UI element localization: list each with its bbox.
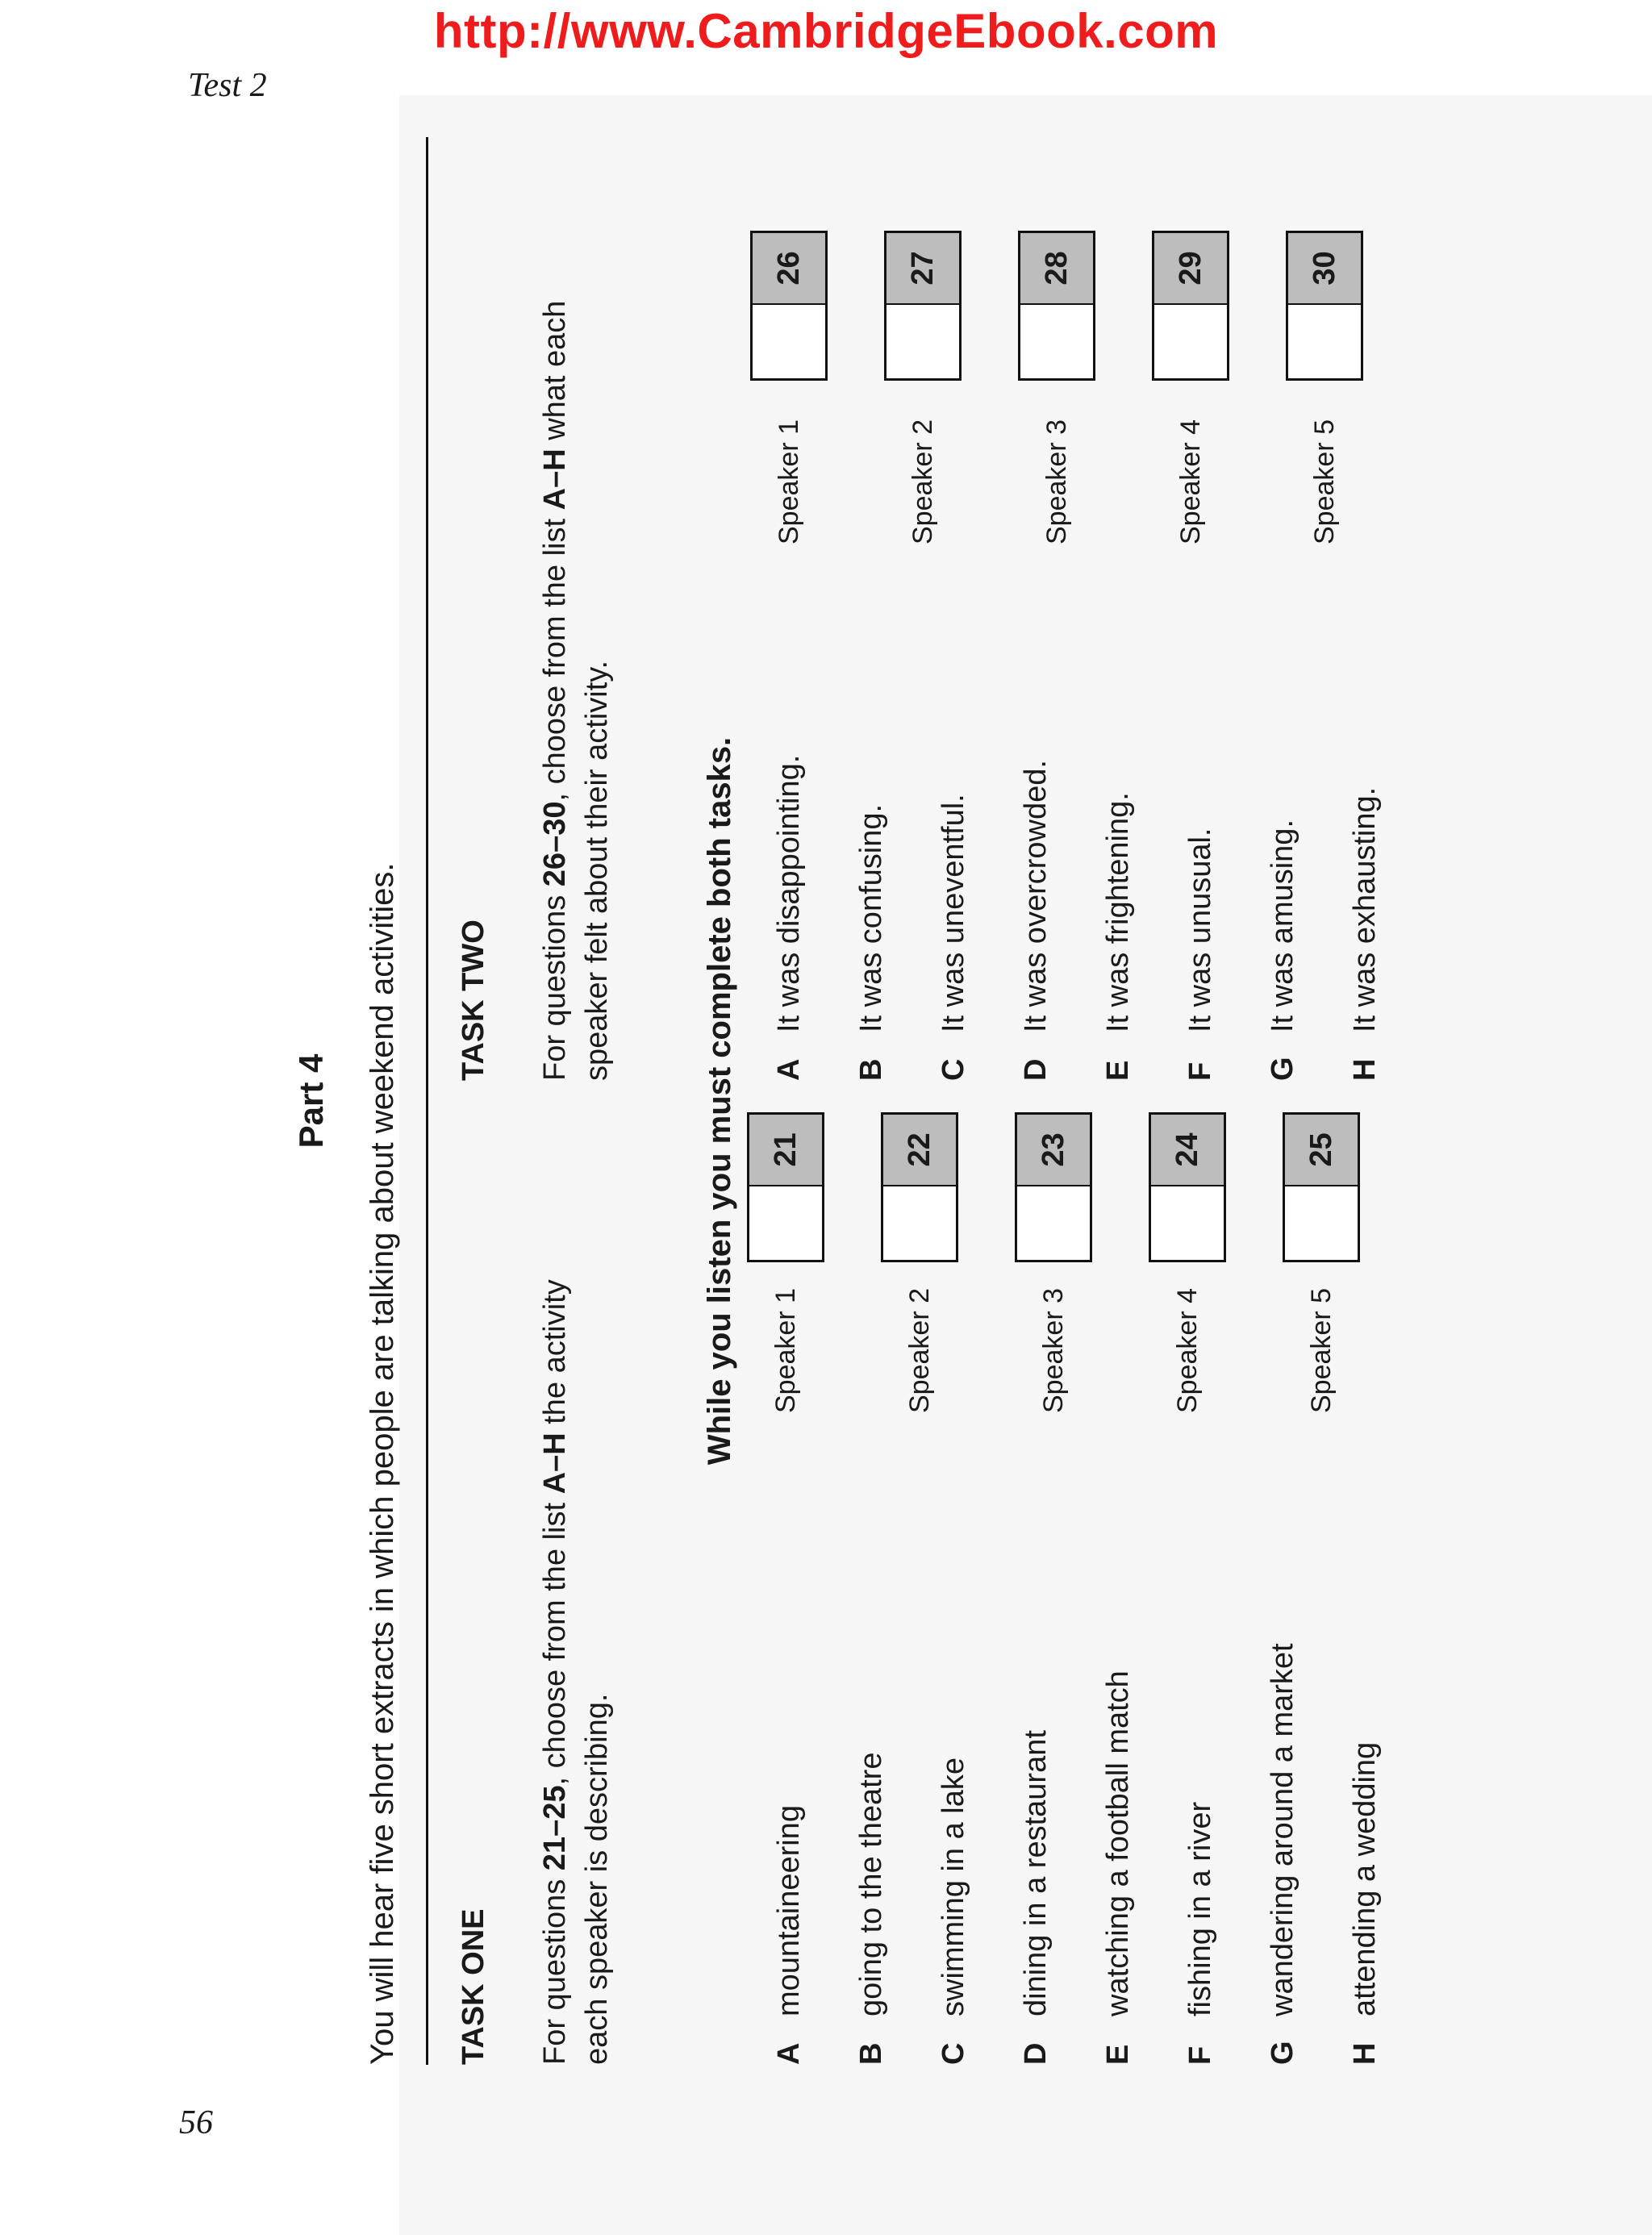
answer-cell[interactable] — [1020, 305, 1093, 378]
task-one-option: Bgoing to the theatre — [854, 1752, 888, 2065]
task-one-option: Hattending a wedding — [1348, 1741, 1382, 2065]
task-two-option: DIt was overcrowded. — [1019, 760, 1053, 1081]
task-one-title: TASK ONE — [457, 1908, 490, 2065]
task-one-answer-box[interactable] — [881, 1112, 958, 1262]
part-title: Part 4 — [292, 1053, 330, 1149]
task-one-answer-box[interactable] — [1149, 1112, 1226, 1262]
both-tasks-note: While you listen you must complete both tasks. — [702, 736, 737, 1466]
task-one-option: Amountaineering — [772, 1805, 806, 2065]
question-number: 28 — [1020, 233, 1093, 305]
answer-cell[interactable] — [753, 305, 825, 378]
answer-cell[interactable] — [883, 1186, 956, 1260]
task-one-answer-box[interactable] — [747, 1112, 824, 1262]
task-two-instructions: For questions 26–30, choose from the list A–H what each speaker felt about their activity. — [538, 300, 614, 1081]
task-two-answer-box[interactable] — [1018, 231, 1095, 381]
answer-cell[interactable] — [1151, 1186, 1224, 1260]
page-number: 56 — [179, 2104, 213, 2141]
task-two-option: AIt was disappointing. — [772, 754, 806, 1081]
question-number: 24 — [1151, 1115, 1224, 1186]
task-two-option: EIt was frightening. — [1101, 792, 1135, 1081]
task-one-speaker-label: Speaker 3 — [1038, 1288, 1069, 1413]
task-one-option: Cswimming in a lake — [937, 1758, 970, 2065]
task-two-answer-box[interactable] — [884, 231, 962, 381]
question-number: 29 — [1154, 233, 1227, 305]
question-number: 30 — [1288, 233, 1361, 305]
question-number: 27 — [886, 233, 959, 305]
task-two-option: CIt was uneventful. — [937, 794, 970, 1081]
task-one-option: Gwandering around a market — [1266, 1643, 1299, 2065]
question-number: 21 — [749, 1115, 822, 1186]
task-one-option: Ddining in a restaurant — [1019, 1730, 1053, 2065]
task-one-answer-box[interactable] — [1283, 1112, 1360, 1262]
task-one-speaker-label: Speaker 4 — [1172, 1288, 1203, 1413]
task-two-speaker-label: Speaker 4 — [1175, 419, 1206, 544]
answer-cell[interactable] — [749, 1186, 822, 1260]
task-one-answer-box[interactable] — [1015, 1112, 1092, 1262]
answer-cell[interactable] — [1285, 1186, 1358, 1260]
question-number: 25 — [1285, 1115, 1358, 1186]
task-one-option: Ffishing in a river — [1183, 1801, 1217, 2065]
task-two-speaker-label: Speaker 2 — [907, 419, 938, 544]
task-two-speaker-label: Speaker 1 — [774, 419, 804, 544]
answer-cell[interactable] — [886, 305, 959, 378]
task-one-option: Ewatching a football match — [1101, 1670, 1135, 2065]
task-one-speaker-label: Speaker 2 — [904, 1288, 935, 1413]
task-one-instructions: For questions 21–25, choose from the list A–H the activity each speaker is describing. — [538, 1279, 614, 2065]
answer-cell[interactable] — [1154, 305, 1227, 378]
question-number: 26 — [753, 233, 825, 305]
question-number: 22 — [883, 1115, 956, 1186]
task-two-answer-box[interactable] — [1152, 231, 1229, 381]
task-two-answer-box[interactable] — [1286, 231, 1363, 381]
divider-line — [426, 137, 428, 2065]
task-two-option: FIt was unusual. — [1183, 828, 1217, 1081]
intro-text: You will hear five short extracts in which people are talking about weekend activities. — [365, 862, 400, 2065]
task-one-speaker-label: Speaker 5 — [1306, 1288, 1337, 1413]
watermark-url[interactable]: http://www.CambridgeEbook.com — [433, 4, 1219, 58]
task-one-speaker-label: Speaker 1 — [770, 1288, 801, 1413]
running-head: Test 2 — [188, 67, 267, 104]
rotated-exam-page — [282, 137, 1404, 2065]
task-two-answer-box[interactable] — [750, 231, 828, 381]
task-two-title: TASK TWO — [457, 919, 490, 1081]
task-two-speaker-label: Speaker 5 — [1309, 419, 1340, 544]
answer-cell[interactable] — [1288, 305, 1361, 378]
task-two-option: GIt was amusing. — [1266, 819, 1299, 1081]
task-two-speaker-label: Speaker 3 — [1041, 419, 1072, 544]
question-number: 23 — [1017, 1115, 1090, 1186]
task-two-option: HIt was exhausting. — [1348, 786, 1382, 1081]
task-two-option: BIt was confusing. — [854, 803, 888, 1081]
answer-cell[interactable] — [1017, 1186, 1090, 1260]
